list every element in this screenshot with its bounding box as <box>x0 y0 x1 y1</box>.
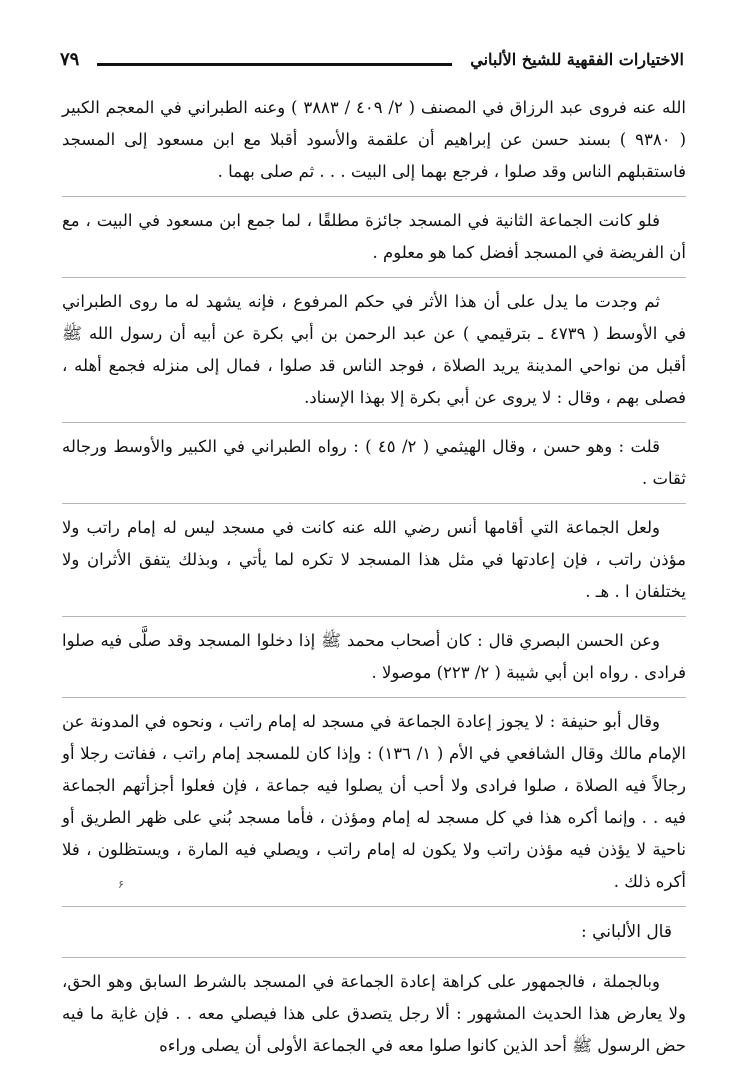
body-text <box>62 92 686 1062</box>
page-number: ٧٩ <box>60 48 80 70</box>
paragraph-divider <box>62 196 686 197</box>
paragraph-divider <box>62 277 686 278</box>
paragraph-2: فلو كانت الجماعة الثانية في المسجد جائزة مطلقًا ، لما جمع ابن مسعود في البيت ، مع أن الفريضة في المسجد أفضل كما هو معلوم . <box>62 211 686 262</box>
paragraph-divider <box>62 503 686 504</box>
header-rule <box>97 63 452 66</box>
running-header <box>60 42 684 76</box>
paragraph-3: ثم وجدت ما يدل على أن هذا الأثر في حكم المرفوع ، فإنه يشهد له ما روى الطبراني في الأوسط ( ٤٧٣٩ ـ بترقيمي ) عن عبد الرحمن بن أبي بكرة عن أبيه أن رسول الله ﷺ أقبل من نواحي المدينة يريد الصلاة ، فوجد الناس قد صلوا ، فمال إلى منزله فجمع أهله ، فصلى بهم ، وقال : لا يروى عن أبي بكرة إلا بهذا الإسناد. <box>62 292 686 407</box>
paragraph-divider <box>62 422 686 423</box>
paragraph-divider <box>62 906 686 907</box>
paragraph-1: الله عنه فروى عبد الرزاق في المصنف ( ٢/ ٤٠٩ / ٣٨٨٣ ) وعنه الطبراني في المعجم الكبير ( ٩٣٨٠ ) بسند حسن عن إبراهيم أن علقمة والأسود أقبلا مع ابن مسعود إلى المسجد فاستقبلهم الناس وقد صلوا ، فرجع بهما إلى البيت . . . ثم صلى بهما . <box>62 98 687 181</box>
paragraph-4: قلت : وهو حسن ، وقال الهيثمي ( ٢/ ٤٥ ) : رواه الطبراني في الكبير والأوسط ورجاله ثقات . <box>62 437 686 488</box>
paragraph-divider <box>62 616 686 617</box>
paragraph-6: وعن الحسن البصري قال : كان أصحاب محمد ﷺ إذا دخلوا المسجد وقد صلَّى فيه صلوا فرادى . رواه ابن أبي شيبة ( ٢/ ٢٢٣) موصولا . <box>62 631 686 682</box>
paragraph-divider <box>62 697 686 698</box>
paragraph-divider <box>62 957 686 958</box>
paragraph-7: وقال أبو حنيفة : لا يجوز إعادة الجماعة في مسجد له إمام راتب ، ونحوه في المدونة عن الإمام مالك وقال الشافعي في الأم ( ١/ ١٣٦) : وإذا كان للمسجد إمام راتب ، ففاتت رجلا أو رجالاً فيه الصلاة ، صلوا فرادى ولا أحب أن يصلوا فيه جماعة ، فإن فعلوا أجزأتهم الجماعة فيه . . وإنما أكره هذا في كل مسجد له إمام ومؤذن ، فأما مسجد بُني على ظهر الطريق أو ناحية لا يؤذن فيه مؤذن راتب ولا يكون له إمام راتب ، ويصلي فيه المارة ، ويستظلون ، فلا أكره ذلك . <box>62 712 686 891</box>
paragraph-5: ولعل الجماعة التي أقامها أنس رضي الله عنه كانت في مسجد ليس له إمام راتب ولا مؤذن راتب ، فإن إعادتها في مثل هذا المسجد لا تكره لما يأتي ، وبذلك يتفق الأثران ولا يختلفان ا . هـ . <box>62 518 686 601</box>
paragraph-8: وبالجملة ، فالجمهور على كراهة إعادة الجماعة في المسجد بالشرط السابق وهو الحق، ولا يعارض هذا الحديث المشهور : ألا رجل يتصدق على هذا فيصلي معه . . فإن غاية ما فيه حض الرسول ﷺ أحد الذين كانوا صلوا معه في الجماعة الأولى أن يصلى وراءه <box>62 972 686 1055</box>
section-subheading: قال الألباني : <box>580 922 672 942</box>
header-title: الاختيارات الفقهية للشيخ الألباني <box>470 49 684 69</box>
pencil-mark: ۶ <box>118 878 124 891</box>
